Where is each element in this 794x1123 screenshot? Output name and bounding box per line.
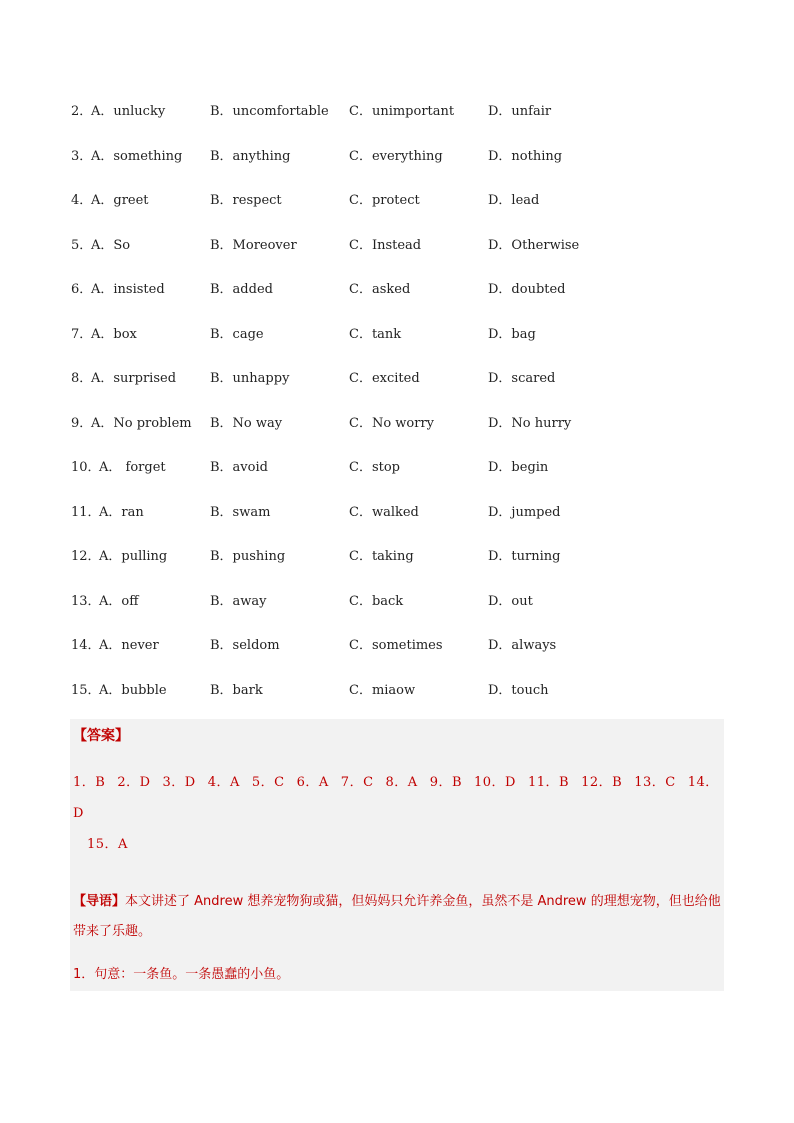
option-d: D．scared xyxy=(488,371,556,386)
option-a: A．greet xyxy=(91,193,149,208)
option-b: B．seldom xyxy=(210,638,280,653)
option-c: C．walked xyxy=(349,504,419,520)
option-b: B．unhappy xyxy=(210,371,290,386)
guide-text: 本文讲述了 Andrew 想养宠物狗或猫，但妈妈只允许养金鱼，虽然不是 Andrew 的理想宠物，但也给他带来了乐趣。 xyxy=(73,894,721,939)
option-a: A．unlucky xyxy=(91,104,166,119)
option-b: B．respect xyxy=(210,193,282,208)
answer-item: 4．A xyxy=(207,775,240,790)
question-row xyxy=(71,367,721,412)
option-d: D．touch xyxy=(488,682,549,698)
option-b: B．avoid xyxy=(210,460,268,475)
option-c: C．Instead xyxy=(349,237,422,253)
question-number: 9． xyxy=(71,415,93,431)
question-row xyxy=(71,545,721,590)
option-c: C．asked xyxy=(349,282,411,297)
question-number: 7． xyxy=(71,326,93,342)
option-d: D．No hurry xyxy=(488,415,572,431)
option-b: B．cage xyxy=(210,326,264,342)
option-d: D．turning xyxy=(488,549,561,564)
option-b: B．Moreover xyxy=(210,237,297,253)
question-row xyxy=(71,145,721,190)
option-d: D．Otherwise xyxy=(488,237,580,253)
option-a: A．something xyxy=(91,148,183,164)
question-number: 4． xyxy=(71,193,93,208)
option-d: D．out xyxy=(488,593,533,609)
question-row xyxy=(71,634,721,679)
option-d: D．lead xyxy=(488,193,540,208)
option-b: B．uncomfortable xyxy=(210,104,329,119)
option-d: D．always xyxy=(488,638,557,653)
question-number: 12． xyxy=(71,549,101,564)
answer-item: 9．B xyxy=(429,775,463,790)
option-c: C．protect xyxy=(349,193,420,208)
answer-item: 3．D xyxy=(162,775,196,790)
option-a: A． forget xyxy=(99,460,166,475)
option-a: A．box xyxy=(91,326,137,342)
answer-item: 12．B xyxy=(581,775,623,790)
option-d: D．unfair xyxy=(488,104,552,119)
option-c: C．excited xyxy=(349,371,420,386)
answer-title: 【答案】 xyxy=(73,728,129,744)
question-row xyxy=(71,456,721,501)
option-a: A．No problem xyxy=(91,415,192,431)
option-a: A．bubble xyxy=(99,682,167,698)
option-a: A．off xyxy=(99,593,139,609)
option-c: C．tank xyxy=(349,326,402,342)
answer-item: 7．C xyxy=(340,775,374,790)
answer-item: 1．B xyxy=(73,775,106,790)
answer-item: 2．D xyxy=(117,775,151,790)
answer-item: 15．A xyxy=(87,837,128,852)
option-c: C．sometimes xyxy=(349,638,443,653)
question-number: 11． xyxy=(71,504,101,520)
option-d: D．bag xyxy=(488,326,536,342)
option-b: B．away xyxy=(210,593,267,609)
question-number: 3． xyxy=(71,148,93,164)
answer-item: 13．C xyxy=(634,775,676,790)
option-d: D．doubted xyxy=(488,282,566,297)
question-number: 5． xyxy=(71,237,93,253)
question-row xyxy=(71,590,721,635)
answer-panel xyxy=(70,719,724,991)
option-b: B．bark xyxy=(210,682,263,698)
option-a: A．insisted xyxy=(91,282,165,297)
option-a: A．never xyxy=(99,638,159,653)
option-a: A．surprised xyxy=(91,371,177,386)
option-b: B．pushing xyxy=(210,549,286,564)
guide-tag: 【导语】 xyxy=(73,894,126,909)
option-a: A．ran xyxy=(99,504,144,520)
explanation-line: 1．句意：一条鱼。一条愚蠢的小鱼。 xyxy=(73,967,290,982)
question-row xyxy=(71,234,721,279)
option-a: A．So xyxy=(91,237,131,253)
question-row xyxy=(71,323,721,368)
answer-item: 6．A xyxy=(296,775,329,790)
question-number: 13． xyxy=(71,593,101,609)
question-number: 10． xyxy=(71,460,101,475)
question-number: 8． xyxy=(71,371,93,386)
question-number: 2． xyxy=(71,104,93,119)
option-c: C．miaow xyxy=(349,682,416,698)
question-list xyxy=(71,100,721,723)
question-row xyxy=(71,100,721,145)
option-c: C．everything xyxy=(349,148,443,164)
answer-item: 5．C xyxy=(251,775,285,790)
guide-paragraph xyxy=(73,887,723,947)
option-b: B．No way xyxy=(210,415,283,431)
option-d: D．nothing xyxy=(488,148,563,164)
question-number: 14． xyxy=(71,638,101,653)
answer-item: 8．A xyxy=(385,775,418,790)
answer-item: 10．D xyxy=(474,775,516,790)
answer-item: 14．D xyxy=(73,775,719,821)
option-d: D．begin xyxy=(488,460,549,475)
answer-item: 11．B xyxy=(527,775,570,790)
option-d: D．jumped xyxy=(488,504,561,520)
option-c: C．back xyxy=(349,593,404,609)
option-b: B．anything xyxy=(210,148,291,164)
option-b: B．added xyxy=(210,282,273,297)
option-c: C．unimportant xyxy=(349,104,455,119)
option-b: B．swam xyxy=(210,504,271,520)
question-row xyxy=(71,278,721,323)
question-row xyxy=(71,412,721,457)
question-row xyxy=(71,501,721,546)
option-a: A．pulling xyxy=(99,549,168,564)
question-number: 15． xyxy=(71,682,101,698)
question-row xyxy=(71,679,721,724)
option-c: C．taking xyxy=(349,549,414,564)
question-row xyxy=(71,189,721,234)
option-c: C．stop xyxy=(349,460,400,475)
answer-line xyxy=(73,767,721,860)
option-c: C．No worry xyxy=(349,415,435,431)
question-number: 6． xyxy=(71,282,93,297)
